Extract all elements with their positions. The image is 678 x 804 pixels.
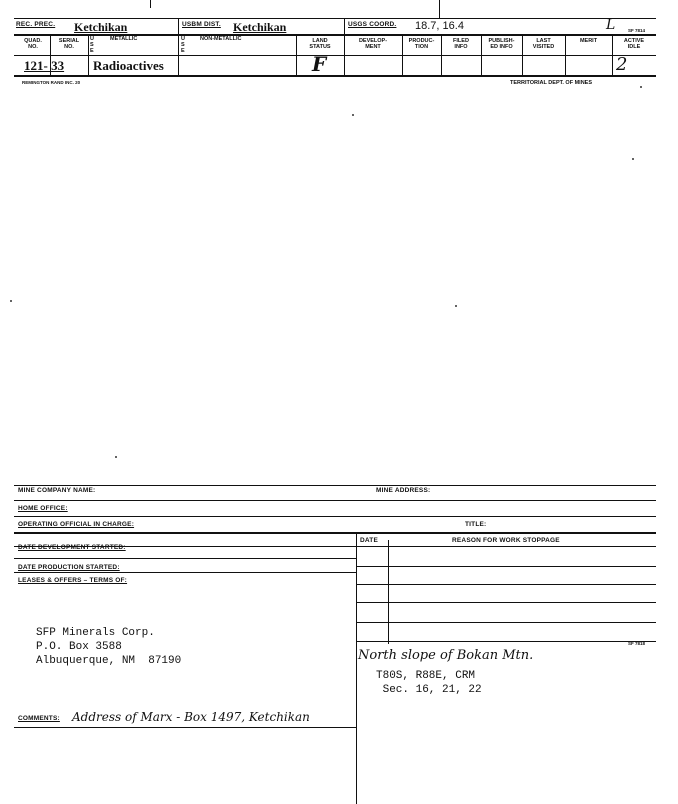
lessee-address: SFP Minerals Corp. P.O. Box 3588 Albuquerque, NM 87190 xyxy=(36,627,182,667)
scan-speck xyxy=(115,456,117,458)
col-use-b: U S E xyxy=(181,36,185,54)
header-row3-rule xyxy=(14,75,656,77)
scan-speck xyxy=(632,158,634,160)
scan-speck xyxy=(10,300,12,302)
record-quad-serial: 121- 33 xyxy=(24,58,65,73)
col-last-visited: LAST VISITED xyxy=(532,38,555,50)
record-metallic: Radioactives xyxy=(93,58,164,73)
rule-mine-company xyxy=(14,485,656,486)
col-development: DEVELOP- MENT xyxy=(358,38,388,50)
usgs-coord-label: USGS COORD. xyxy=(348,21,397,28)
record-land-status: F xyxy=(312,52,327,76)
form-number: SF 7814 xyxy=(628,28,646,33)
corner-mark: L xyxy=(606,17,616,33)
col-active-idle: ACTIVE IDLE xyxy=(623,38,645,50)
leases-offers-label: LEASES & OFFERS – TERMS OF: xyxy=(18,577,128,584)
rule-comments xyxy=(14,727,356,728)
rule-home-office xyxy=(14,500,656,501)
rule-development xyxy=(14,558,356,559)
reason-col-label: REASON FOR WORK STOPPAGE xyxy=(452,537,560,544)
col-serial-no: SERIAL NO. xyxy=(58,38,80,50)
col-production: PRODUC- TION xyxy=(408,38,435,50)
usgs-coord-value: 18.7, 16.4 xyxy=(415,20,464,32)
stoppage-row xyxy=(356,584,656,585)
scan-speck xyxy=(640,86,642,88)
divider-v xyxy=(150,0,151,8)
date-development-label: DATE DEVELOPMENT STARTED: xyxy=(18,544,126,551)
rec-prec-label: REC. PREC. xyxy=(16,21,56,28)
stoppage-row xyxy=(356,602,656,603)
comments-value: Address of Marx - Box 1497, Ketchikan xyxy=(72,710,310,724)
territorial-dept: TERRITORIAL DEPT. OF MINES xyxy=(510,80,592,86)
header-row2-rule xyxy=(14,55,656,56)
divider-v xyxy=(178,18,179,75)
usbm-dist-value: Ketchikan xyxy=(233,20,287,34)
col-land-status: LAND STATUS xyxy=(309,38,331,50)
date-production-label: DATE PRODUCTION STARTED: xyxy=(18,564,120,571)
comments-label: COMMENTS: xyxy=(18,715,60,722)
col-quad-no: QUAD. NO. xyxy=(24,38,42,50)
mine-company-name-label: MINE COMPANY NAME: xyxy=(18,487,96,494)
record-active-idle: 2 xyxy=(616,54,628,75)
col-metallic: METALLIC xyxy=(110,36,138,42)
col-use-a: U S E xyxy=(90,36,94,54)
stoppage-row xyxy=(356,566,656,567)
home-office-label: HOME OFFICE: xyxy=(18,505,68,512)
mine-address-label: MINE ADDRESS: xyxy=(376,487,431,494)
rule-date-section xyxy=(14,532,656,534)
rule-production xyxy=(14,572,356,573)
divider-v xyxy=(356,532,357,804)
col-published-info: PUBLISH- ED INFO xyxy=(488,38,515,50)
divider-v xyxy=(439,0,440,18)
date-col-label: DATE xyxy=(360,537,379,544)
location-note: North slope of Bokan Mtn. xyxy=(358,648,534,663)
divider-v xyxy=(388,540,389,644)
printer-mark: REMINGTON RAND INC. 20 xyxy=(22,80,81,85)
col-non-metallic: NON-METALLIC xyxy=(200,36,242,42)
township-range: T80S, R88E, CRM Sec. 16, 21, 22 xyxy=(376,670,482,696)
rule-operating xyxy=(14,516,656,517)
stoppage-row xyxy=(356,641,656,642)
divider-v xyxy=(88,34,89,75)
scan-speck xyxy=(455,305,457,307)
header-top-rule xyxy=(14,18,656,19)
title-label: TITLE: xyxy=(465,521,487,528)
form-number-lower: SF 7818 xyxy=(628,641,646,646)
stoppage-row xyxy=(356,622,656,623)
rule-date-header xyxy=(14,546,656,547)
usbm-dist-label: USBM DIST. xyxy=(182,21,221,28)
operating-official-label: OPERATING OFFICIAL IN CHARGE: xyxy=(18,521,135,528)
scan-speck xyxy=(352,114,354,116)
col-merit: MERIT xyxy=(579,38,598,44)
col-filed-info: FILED INFO xyxy=(453,38,469,50)
rec-prec-value: Ketchikan xyxy=(74,20,128,34)
